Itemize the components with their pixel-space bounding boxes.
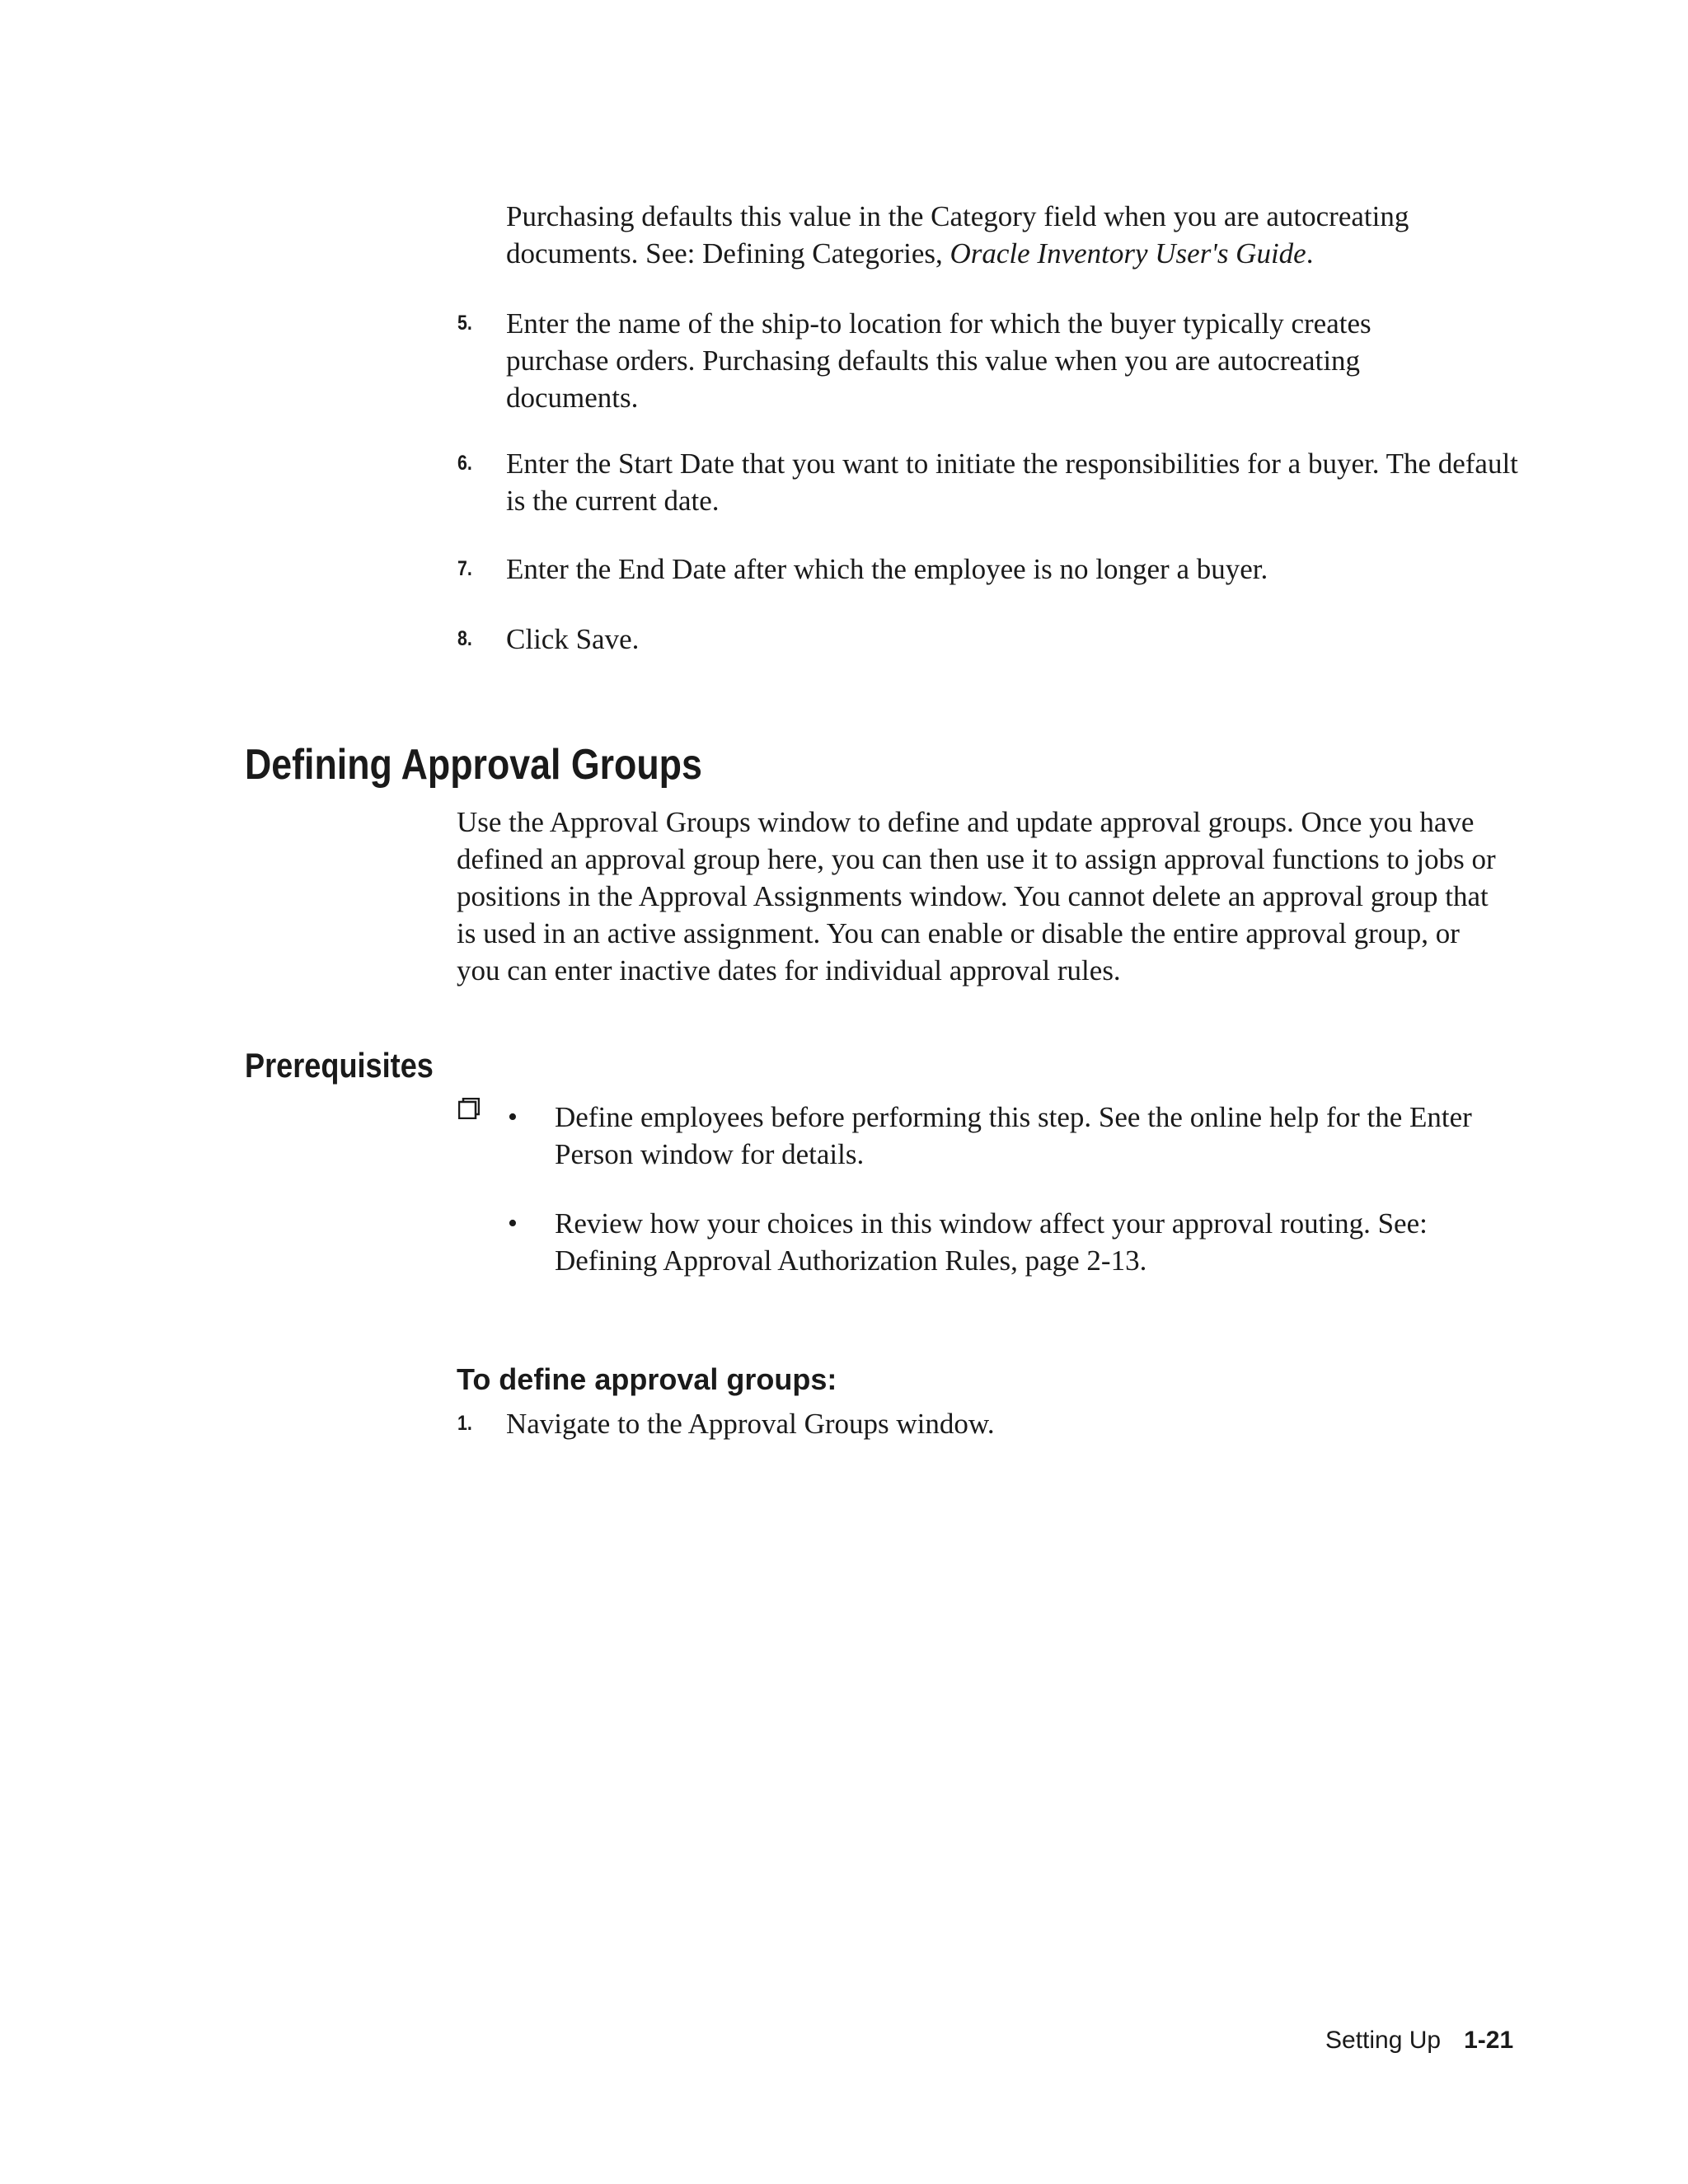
procedure-step-1-text: Navigate to the Approval Groups window. — [506, 1408, 995, 1440]
step-5-text: Enter the name of the ship-to location for which the buyer typically creates purchase orders. Purchasing defaults this value when you are autocreating documents. — [506, 307, 1372, 414]
step-7-number: 7. — [457, 557, 472, 580]
step-8-number: 8. — [457, 627, 472, 650]
guide-title: Oracle Inventory User's Guide — [950, 237, 1306, 269]
prereq-bullet-1: • — [508, 1102, 518, 1132]
step-6-text: Enter the Start Date that you want to initiate the responsibilities for a buyer. The default is the current date. — [506, 448, 1518, 517]
footer-section: Setting Up — [1325, 2027, 1442, 2054]
step-6-number: 6. — [457, 452, 472, 475]
prerequisites-heading: Prerequisites — [245, 1046, 434, 1085]
step-8-text: Click Save. — [506, 623, 640, 655]
step-7-text: Enter the End Date after which the employee is no longer a buyer. — [506, 553, 1268, 585]
intro-end: . — [1306, 237, 1314, 269]
checkbox-icon — [458, 1098, 480, 1119]
page-number: 1-21 — [1464, 2027, 1514, 2054]
intro-text: Purchasing defaults this value in the Category field when you are autocreating documents. See: Defining Categories, — [506, 200, 1409, 269]
page-footer — [1325, 2026, 1513, 2055]
procedure-step-1-number: 1. — [457, 1412, 472, 1435]
section-heading: Defining Approval Groups — [245, 741, 702, 789]
procedure-heading: To define approval groups: — [457, 1362, 837, 1396]
intro-paragraph — [506, 198, 1520, 272]
prereq-bullet-2: • — [508, 1208, 518, 1239]
prereq-item-1: Define employees before performing this step. See the online help for the Enter Person window for details. — [555, 1101, 1472, 1170]
step-5-number: 5. — [457, 312, 472, 335]
section-body: Use the Approval Groups window to define and update approval groups. Once you have defined an approval group here, you can then use it to assign approval functions to jobs or positions in the Approval Assignments window. You cannot delete an approval group that is used in an active assignment. You can enable or disable the entire approval group, or you can enter inactive dates for individual approval rules. — [457, 806, 1496, 987]
prereq-item-2: Review how your choices in this window affect your approval routing. See: Defining Approval Authorization Rules, page 2-13. — [555, 1207, 1428, 1277]
